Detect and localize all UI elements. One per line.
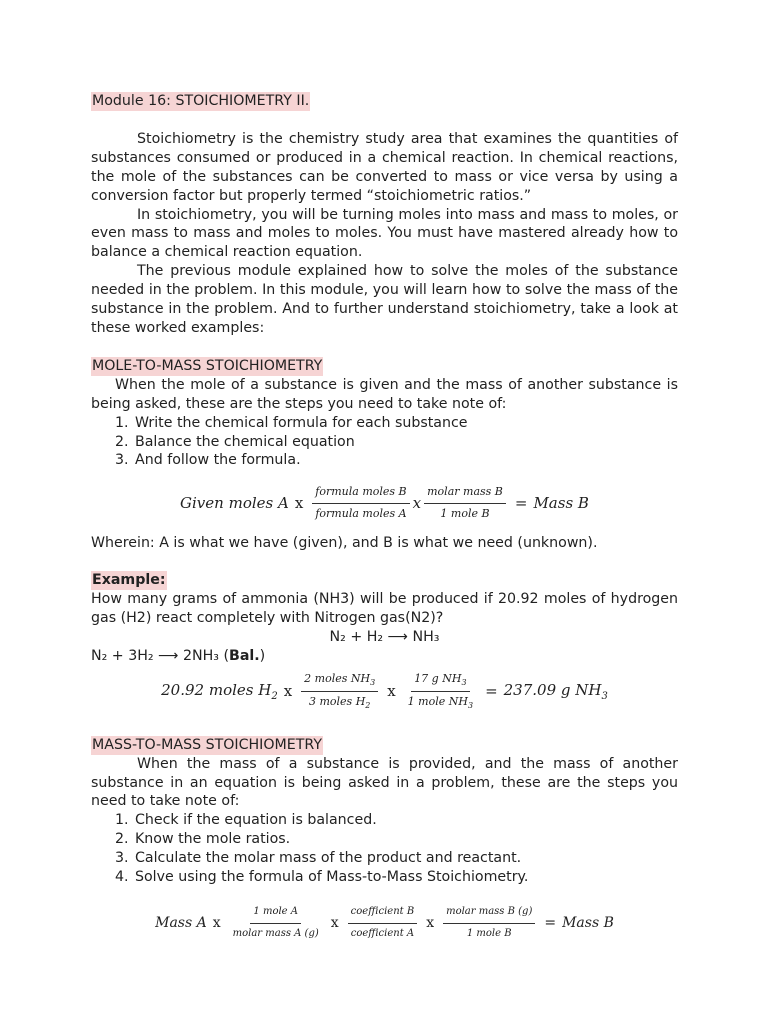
- mass-to-mass-heading: MASS-TO-MASS STOICHIOMETRY: [92, 736, 323, 753]
- balanced-equation: N₂ + 3H₂ ⟶ 2NH₃ (Bal.): [91, 647, 266, 664]
- intro-paragraph-1: Stoichiometry is the chemistry study area that examines the quantities of substances consumed or produced in a chemical reaction. In chemical reactions, the mole of the substances can be converted to mass or vice versa by using a conversion factor but properly termed “stoichiometric ratios.”: [91, 130, 678, 204]
- intro-paragraph-2: In stoichiometry, you will be turning moles into mass and mass to moles, or even mass to mass and moles to moles. You must have mastered already how to balance a chemical reaction equation.: [91, 206, 678, 261]
- wherein-note: Wherein: A is what we have (given), and B is what we need (unknown).: [91, 535, 598, 552]
- mole-to-mass-heading: MOLE-TO-MASS STOICHIOMETRY: [92, 357, 323, 374]
- list-item: 2. Know the mole ratios.: [115, 831, 291, 848]
- list-item: 2. Balance the chemical equation: [115, 433, 355, 450]
- example-label: Example:: [92, 572, 166, 589]
- list-item: 1. Check if the equation is balanced.: [115, 812, 377, 829]
- intro-paragraph-3: The previous module explained how to solve the moles of the substance needed in the problem. In this module, you will learn how to solve the mass of the substance in the problem. And to further understand stoichiometry, take a look at these worked examples:: [91, 263, 678, 336]
- list-item: 4. Solve using the formula of Mass-to-Mass Stoichiometry.: [115, 869, 529, 886]
- list-item: 3. And follow the formula.: [115, 452, 301, 469]
- list-item: 1. Write the chemical formula for each substance: [115, 414, 468, 431]
- mole-to-mass-formula: Given moles A x $\frac{\text{formula moles B}}{\text{formula moles A}}$ x $\frac{\text{molar mass B}}{\text{1 mole B}}$ = Mass B: [180, 484, 589, 520]
- list-item: 3. Calculate the molar mass of the product and reactant.: [115, 850, 522, 867]
- mole-to-mass-steps: [91, 414, 678, 471]
- example-section: [91, 571, 678, 714]
- mass-to-mass-formula: Mass A x $\frac{\text{1 mole A}}{\text{molar mass A (g)}}$ x $\frac{\text{coefficient B}}{\text{coefficient A}}$ x $\frac{\text{molar mass B (g)}}{\text{1 mole B}}$ = Mass B: [91, 905, 678, 941]
- mass-to-mass-intro: When the mass of a substance is provided, and the mass of another substance in an equation is being asked in a problem, these are the steps you need to take note of:: [91, 755, 678, 810]
- document-page: [91, 92, 678, 941]
- mole-to-mass-intro: When the mole of a substance is given and the mass of another substance is being asked, these are the steps you need to take note of:: [91, 376, 678, 412]
- mole-to-mass-section: [91, 357, 678, 553]
- mass-to-mass-steps: [91, 811, 678, 887]
- example-calculation: 20.92 moles $H_2$ x $\frac{2 moles NH_3}{3 moles H_2}$ x $\frac{17 g NH_3}{1 mole NH_3}$ = 237.09 g $NH_3$: [161, 672, 608, 711]
- module-title: Module 16: STOICHIOMETRY II.: [92, 93, 310, 109]
- example-question: How many grams of ammonia (NH3) will be produced if 20.92 moles of hydrogen gas (H2) react completely with Nitrogen gas(N2)?: [91, 591, 678, 627]
- mass-to-mass-section: [91, 736, 678, 941]
- example-equation: N₂ + H₂ ⟶ NH₃: [329, 628, 440, 645]
